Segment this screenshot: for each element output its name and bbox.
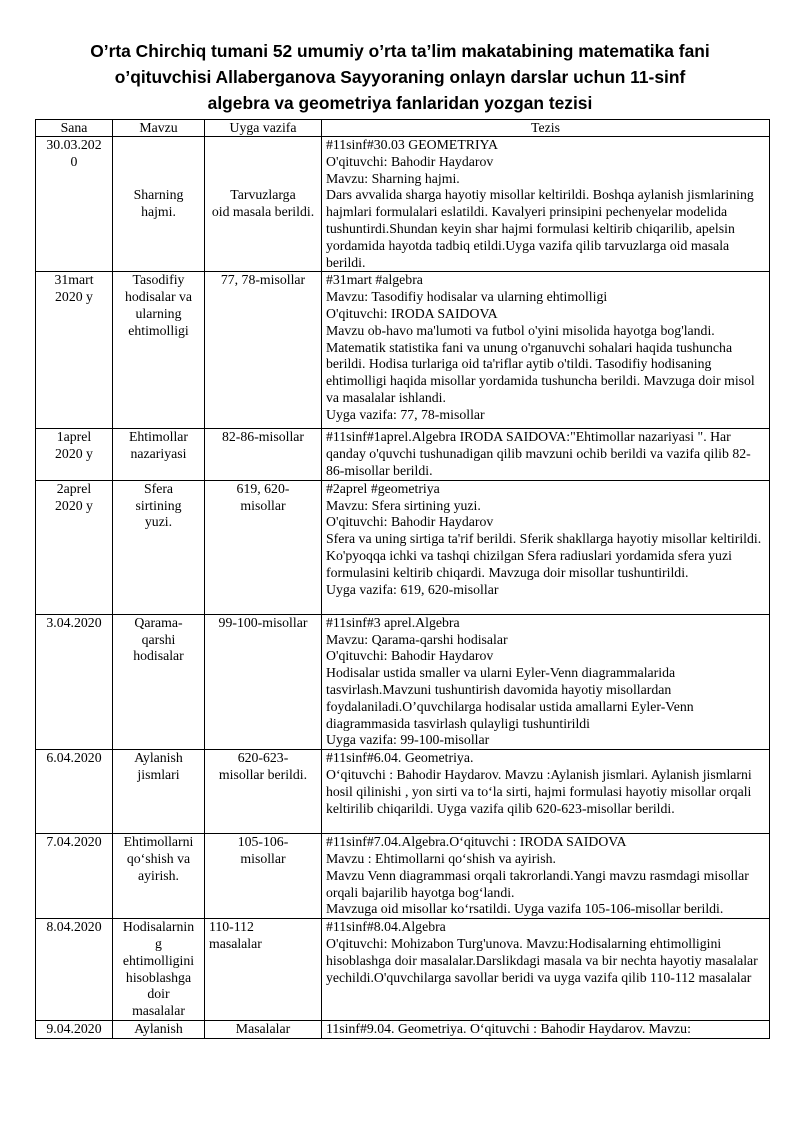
homework-cell-line: Masalalar xyxy=(235,1020,291,1036)
thesis-cell-line: Uyga vazifa: 77, 78-misollar xyxy=(326,406,485,422)
date-cell-line: 0 xyxy=(70,153,78,169)
thesis-table xyxy=(35,119,770,1039)
date-cell xyxy=(36,1020,113,1038)
date-cell xyxy=(36,480,113,614)
date-cell xyxy=(36,834,113,919)
thesis-cell-line: O'qituvchi: Bahodir Haydarov xyxy=(326,648,494,664)
topic-cell-line: ayirish. xyxy=(138,867,179,883)
topic-cell-line: hajmi. xyxy=(141,204,176,220)
date-cell xyxy=(36,137,113,272)
homework-cell xyxy=(205,919,322,1021)
homework-cell xyxy=(205,429,322,480)
thesis-cell xyxy=(322,1020,770,1038)
header-homework: Uyga vazifa xyxy=(205,120,322,137)
homework-cell-line: 77, 78-misollar xyxy=(220,272,306,288)
table-row xyxy=(36,480,770,614)
thesis-cell xyxy=(322,137,770,272)
topic-cell xyxy=(113,750,205,834)
homework-cell xyxy=(205,614,322,749)
thesis-cell-line: #31mart #algebra xyxy=(326,272,423,288)
topic-cell-line: qo‘shish va xyxy=(126,850,191,866)
topic-cell-line: Sharning xyxy=(133,187,184,203)
topic-cell xyxy=(113,919,205,1021)
topic-cell-line: sirtining xyxy=(135,497,182,513)
thesis-cell xyxy=(322,272,770,429)
homework-cell-line: 99-100-misollar xyxy=(218,614,308,630)
date-cell xyxy=(36,919,113,1021)
thesis-cell-line: Mavzu: Tasodifiy hodisalar va ularning ehtimolligi xyxy=(326,289,608,305)
table-header-row xyxy=(36,120,770,137)
thesis-cell-line: Mavzu Venn diagrammasi orqali takrorlandi.Yangi mavzu rasmdagi misollar orqali bajarilib hayotga bog‘landi. xyxy=(326,867,749,900)
thesis-cell-line: O'qituvchi: Bahodir Haydarov xyxy=(326,514,494,530)
topic-cell-line: hisoblashga xyxy=(125,969,192,985)
homework-cell xyxy=(205,1020,322,1038)
thesis-cell-line: O'qituvchi: Mohizabon Turg'unova. Mavzu:Hodisalarning ehtimolligini hisoblashga doir masalalar.Darslikdagi masala va bir nechta hayotiy masalalar yechildi.O'quvchilarga savollar beridi va uyga vazifa qilib 110-112 masalalar xyxy=(326,935,758,985)
date-cell-line: 9.04.2020 xyxy=(46,1020,102,1036)
table-body xyxy=(36,137,770,1039)
topic-cell-line: nazariyasi xyxy=(130,446,187,462)
table-row xyxy=(36,614,770,749)
thesis-cell-line: #11sinf#8.04.Algebra xyxy=(326,919,446,935)
header-date: Sana xyxy=(36,120,113,137)
topic-cell-line: jismlari xyxy=(137,766,180,782)
date-cell-line: 2020 y xyxy=(55,446,93,462)
thesis-cell-line: Mavzu ob-havo ma'lumoti va futbol o'yini misolida hayotga bog'landi. Matematik statistika fani va unung o'rganuvchi sohalari haqida tushuncha berildi. Hodisa turlariga oid ta'riflar aytib o'tildi. Tasodifiy hodisaning ehtimolligi haqida misollar yordamida tushuncha berildi. Mavzuga doir misol va masalalar ishlandi. xyxy=(326,322,755,405)
homework-cell xyxy=(205,480,322,614)
table-row xyxy=(36,429,770,480)
title-line-1: O’rta Chirchiq tumani 52 umumiy o’rta ta’lim makatabining matematika fani xyxy=(90,41,710,61)
thesis-cell-line: Hodisalar ustida smaller va ularni Eyler-Venn diagrammalarida tasvirlash.Mavzuni tushuntirish davomida hayotiy misollardan foydalaniladi.O’quvchilarga hodisalar ustida amallarni Eyler-Venn diagrammasida tasvirlash qulayligi tushuntirildi xyxy=(326,665,694,731)
date-cell-line: 2020 y xyxy=(55,497,93,513)
date-cell-line: 1aprel xyxy=(56,429,92,445)
topic-cell-line: ehtimolligini xyxy=(122,952,195,968)
date-cell xyxy=(36,272,113,429)
thesis-cell-line: Uyga vazifa: 619, 620-misollar xyxy=(326,581,499,597)
thesis-cell xyxy=(322,834,770,919)
thesis-cell xyxy=(322,429,770,480)
homework-cell-line: 110-112 xyxy=(209,919,254,935)
topic-cell-line: Hodisalarnin xyxy=(122,919,195,935)
table-row xyxy=(36,1020,770,1038)
homework-cell xyxy=(205,137,322,272)
thesis-cell-line: O‘qituvchi : Bahodir Haydarov. Mavzu :Aylanish jismlari. Aylanish jismlarni hosil qilinishi , yon sirti va to‘la sirti, hajmi formulasi hayotiy misollar orqali keltirilib chiqarildi. Uyga vazifa qilib 620-623-misollar berildi. xyxy=(326,766,752,816)
homework-cell-line: Tarvuzlarga xyxy=(230,187,296,203)
topic-cell-line: masalalar xyxy=(132,1003,185,1019)
homework-cell xyxy=(205,750,322,834)
homework-cell xyxy=(205,834,322,919)
topic-cell-line: Tasodifiy xyxy=(132,272,185,288)
topic-cell-line: Aylanish xyxy=(134,1020,183,1036)
date-cell xyxy=(36,614,113,749)
title-line-2: o’qituvchisi Allaberganova Sayyoraning onlayn darslar uchun 11-sinf xyxy=(114,67,686,87)
topic-cell-line: doir xyxy=(147,986,170,1002)
thesis-cell-line: Mavzu: Sharning hajmi. xyxy=(326,170,460,186)
topic-cell xyxy=(113,834,205,919)
table-row xyxy=(36,272,770,429)
topic-cell-line: Sfera xyxy=(143,480,174,496)
thesis-cell-line: #11sinf#3 aprel.Algebra xyxy=(326,614,460,630)
topic-cell xyxy=(113,480,205,614)
table-row xyxy=(36,137,770,272)
topic-cell-line: hodisalar va xyxy=(124,289,193,305)
thesis-cell xyxy=(322,480,770,614)
homework-cell-line: misollar berildi. xyxy=(218,766,308,782)
thesis-cell-line: Mavzu : Ehtimollarni qo‘shish va ayirish. xyxy=(326,850,556,866)
date-cell xyxy=(36,750,113,834)
date-cell-line: 31mart xyxy=(54,272,94,288)
topic-cell xyxy=(113,614,205,749)
thesis-cell-line: Mavzu: Qarama-qarshi hodisalar xyxy=(326,631,508,647)
topic-cell-line: hodisalar xyxy=(133,648,184,664)
homework-cell-line: 620-623- xyxy=(237,750,289,766)
date-cell-line: 7.04.2020 xyxy=(46,834,102,850)
homework-cell-line: 82-86-misollar xyxy=(222,429,304,445)
date-cell-line: 30.03.202 xyxy=(46,137,102,152)
table-row xyxy=(36,919,770,1021)
topic-cell-line: yuzi. xyxy=(144,514,173,530)
topic-cell-line: qarshi xyxy=(141,631,176,647)
topic-cell-line: g xyxy=(155,935,162,951)
date-cell-line: 2aprel xyxy=(56,480,92,496)
topic-cell-line: ularning xyxy=(135,305,182,321)
date-cell xyxy=(36,429,113,480)
topic-cell-line: Ehtimollar xyxy=(128,429,188,445)
date-cell-line: 2020 y xyxy=(55,289,93,305)
homework-cell-line: oid masala berildi. xyxy=(211,204,315,220)
homework-cell xyxy=(205,272,322,429)
thesis-cell-line: #2aprel #geometriya xyxy=(326,480,440,496)
header-topic: Mavzu xyxy=(113,120,205,137)
table-row xyxy=(36,834,770,919)
table-row xyxy=(36,750,770,834)
date-cell-line: 6.04.2020 xyxy=(46,750,102,766)
thesis-cell-line: #11sinf#30.03 GEOMETRIYA xyxy=(326,137,498,152)
thesis-cell-line: #11sinf#1aprel.Algebra IRODA SAIDOVA:"Ehtimollar nazariyasi ". Har qanday o'quvchi tushunadigan qilib mavzuni ochib berildi va vazifa qilib 82-86-misollar berildi. xyxy=(326,429,751,478)
topic-cell-line: Aylanish xyxy=(134,750,183,766)
topic-cell xyxy=(113,1020,205,1038)
date-cell-line: 8.04.2020 xyxy=(46,919,102,935)
topic-cell xyxy=(113,137,205,272)
thesis-cell-line: O'qituvchi: Bahodir Haydarov xyxy=(326,153,494,169)
topic-cell-line: Qarama- xyxy=(134,614,183,630)
thesis-cell-line: Mavzuga oid misollar ko‘rsatildi. Uyga vazifa 105-106-misollar berildi. xyxy=(326,901,724,917)
document-title xyxy=(40,38,760,116)
date-cell-line: 3.04.2020 xyxy=(46,614,102,630)
topic-cell-line: ehtimolligi xyxy=(128,322,189,338)
thesis-cell-line: Uyga vazifa: 99-100-misollar xyxy=(326,732,490,748)
thesis-cell-line: 11sinf#9.04. Geometriya. O‘qituvchi : Bahodir Haydarov. Mavzu: xyxy=(326,1020,691,1036)
thesis-cell-line: O'qituvchi: IRODA SAIDOVA xyxy=(326,305,498,321)
thesis-cell-line: #11sinf#6.04. Geometriya. xyxy=(326,750,474,766)
homework-cell-line: 105-106- xyxy=(237,834,289,850)
thesis-cell-line: Sfera va uning sirtiga ta'rif berildi. Sferik shakllarga hayotiy misollar keltirildi. Ko'pyoqqa ichki va tashqi chizilgan Sfera radiuslari yordamida sfera yuzi formulasini keltirib chiqardi. Mavzuga doir misollar tushuntirildi. xyxy=(326,531,762,580)
thesis-cell-line: Mavzu: Sfera sirtining yuzi. xyxy=(326,497,481,513)
thesis-cell xyxy=(322,614,770,749)
topic-cell-line: Ehtimollarni xyxy=(123,834,194,850)
thesis-cell-line: Dars avvalida sharga hayotiy misollar keltirildi. Boshqa aylanish jismlarining hajmlari formulalari eslatildi. Kavalyeri prinsipini pechenyelar modelida tushuntirdi.Shundan keyin shar hajmi formulasi keltirib chiqarilib, apelsin yordamida hayotda tadbiq etildi.Uyga vazifa qilib tarvuzlarga oid masala berildi. xyxy=(326,187,754,270)
thesis-cell-line: #11sinf#7.04.Algebra.O‘qituvchi : IRODA SAIDOVA xyxy=(326,834,627,850)
homework-cell-line: misollar xyxy=(240,497,286,513)
homework-cell-line: misollar xyxy=(240,850,286,866)
homework-cell-line: masalalar xyxy=(209,935,262,951)
thesis-cell xyxy=(322,919,770,1021)
thesis-cell xyxy=(322,750,770,834)
topic-cell xyxy=(113,429,205,480)
homework-cell-line: 619, 620- xyxy=(236,480,290,496)
topic-cell xyxy=(113,272,205,429)
header-thesis: Tezis xyxy=(322,120,770,137)
title-line-3: algebra va geometriya fanlaridan yozgan tezisi xyxy=(207,93,593,113)
